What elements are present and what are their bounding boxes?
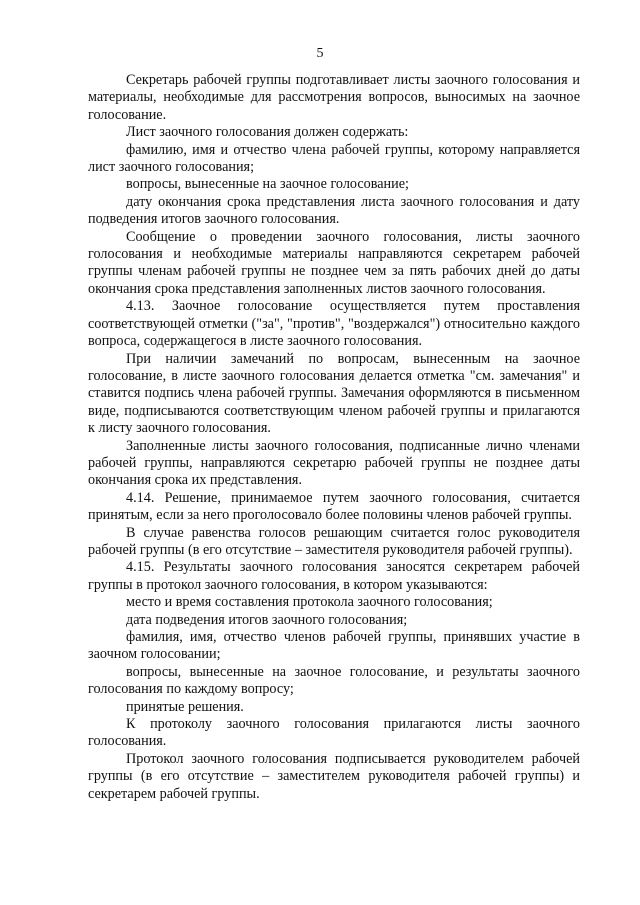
- paragraph: Лист заочного голосования должен содержать:: [126, 124, 409, 141]
- paragraph: Заполненные листы заочного голосования, подписанные лично членами рабочей группы, направляются секретарю рабочей группы не позднее даты окончания срока их представления.: [88, 437, 580, 489]
- paragraph: Секретарь рабочей группы подготавливает листы заочного голосования и материалы, необходимые для рассмотрения вопросов, выносимых на заочное голосование.: [88, 72, 580, 123]
- paragraph: Сообщение о проведении заочного голосования, листы заочного голосования и необходимые материалы направляются секретарем рабочей группы членам рабочей группы не позднее чем за пять рабочих дней до даты окончания срока представления заполненных листов заочного голосования.: [88, 228, 580, 297]
- paragraph: В случае равенства голосов решающим считается голос руководителя рабочей группы (в его отсутствие – заместителя руководителя рабочей группы).: [88, 524, 580, 558]
- paragraph: дату окончания срока представления листа заочного голосования и дату подведения итогов заочного голосования.: [88, 193, 580, 228]
- paragraph: При наличии замечаний по вопросам, вынесенным на заочное голосование, в листе заочного голосования делается отметка "см. замечания" и ставится подпись члена рабочей группы. Замечания оформляются в письменном виде, подписываются соответствующим членом рабочей группы и прилагаются к листу заочного голосования.: [88, 350, 580, 437]
- paragraph: вопросы, вынесенные на заочное голосование;: [126, 176, 409, 193]
- paragraph: фамилия, имя, отчество членов рабочей группы, принявших участие в заочном голосовании;: [88, 629, 580, 663]
- paragraph: фамилию, имя и отчество члена рабочей группы, которому направляется лист заочного голосования;: [88, 141, 580, 176]
- paragraph: 4.15. Результаты заочного голосования заносятся секретарем рабочей группы в протокол заочного голосования, в котором указываются:: [88, 559, 580, 593]
- paragraph: дата подведения итогов заочного голосования;: [126, 611, 408, 628]
- paragraph: вопросы, вынесенные на заочное голосование, и результаты заочного голосования по каждому вопросу;: [88, 663, 580, 698]
- paragraph: 4.13. Заочное голосование осуществляется путем проставления соответствующей отметки ("за", "против", "воздержался") относительно каждого вопроса, содержащегося в листе заочного голосования.: [88, 298, 580, 350]
- paragraph: Протокол заочного голосования подписывается руководителем рабочей группы (в его отсутствие – заместителем руководителя рабочей группы) и секретарем рабочей группы.: [88, 750, 580, 802]
- paragraph: 4.14. Решение, принимаемое путем заочного голосования, считается принятым, если за него проголосовало более половины членов рабочей группы.: [88, 489, 580, 524]
- page-number: 5: [316, 46, 324, 61]
- paragraph: принятые решения.: [126, 698, 244, 715]
- document-body: [88, 72, 580, 803]
- paragraph: К протоколу заочного голосования прилагаются листы заочного голосования.: [88, 716, 580, 750]
- paragraph: место и время составления протокола заочного голосования;: [126, 594, 493, 611]
